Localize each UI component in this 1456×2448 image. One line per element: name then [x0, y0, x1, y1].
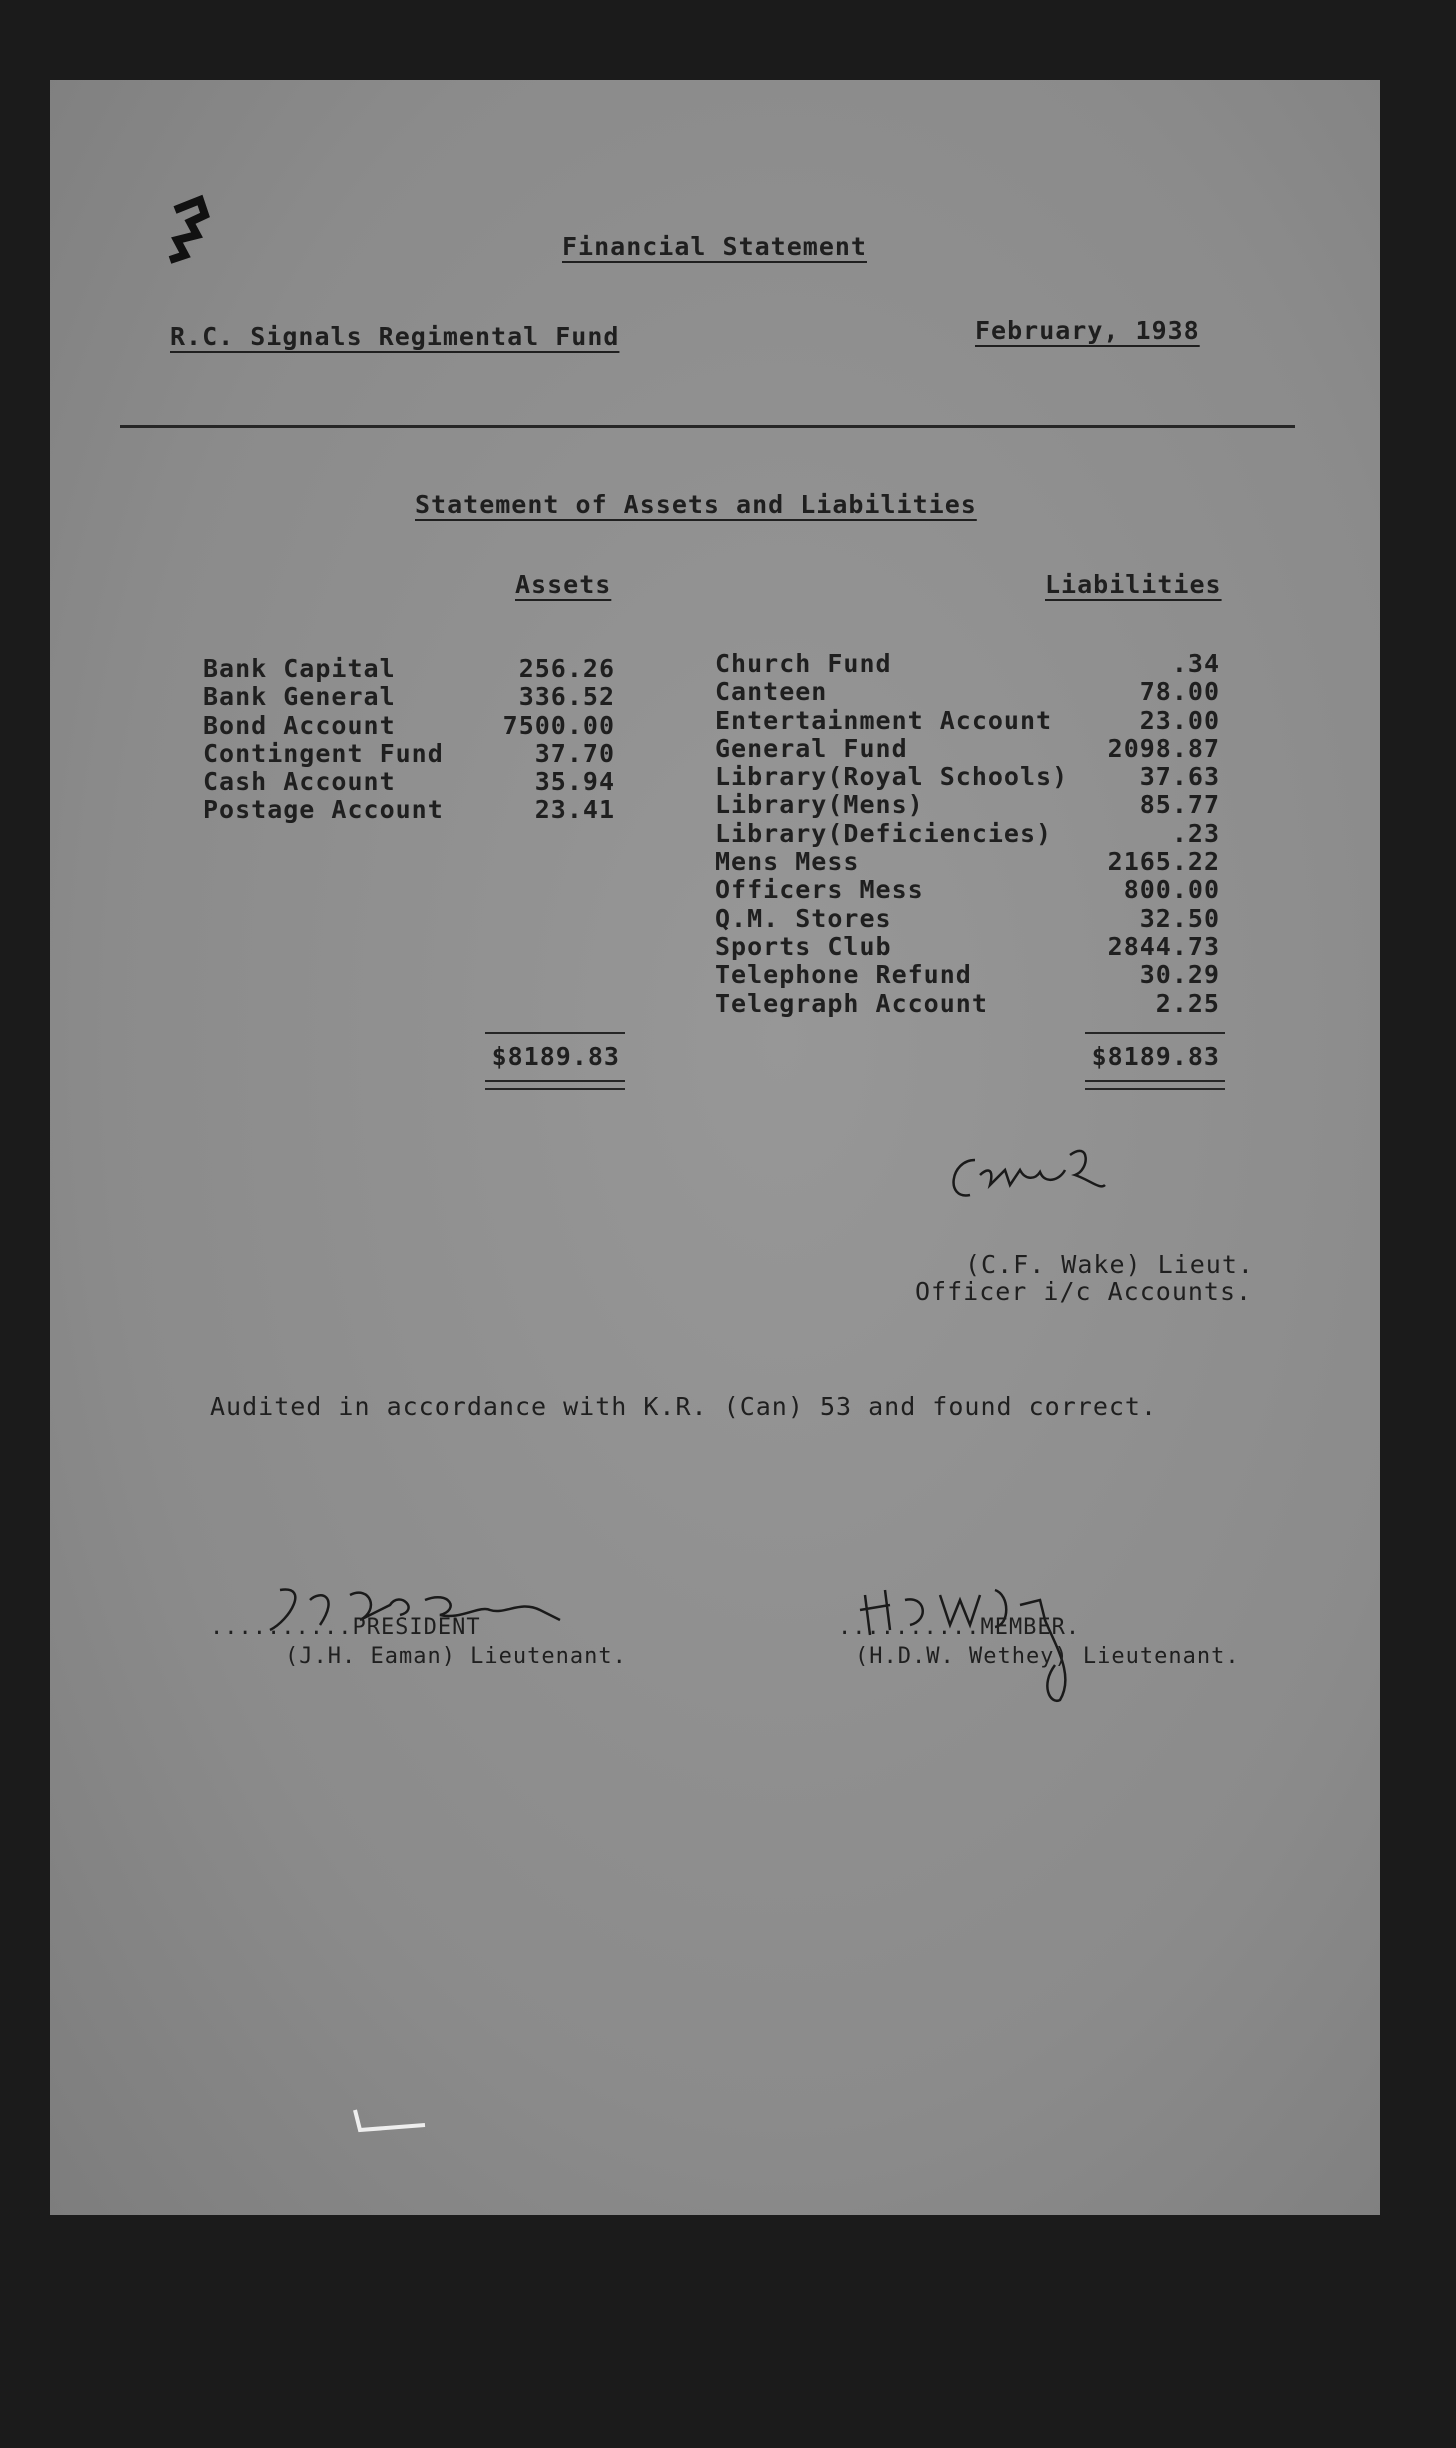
signatory-name: (C.F. Wake) Lieut. [965, 1250, 1254, 1279]
asset-value: 23.41 [534, 795, 615, 825]
liabilities-values [1060, 650, 1220, 1018]
liability-label: Sports Club [715, 931, 892, 961]
liability-label: Library(Mens) [715, 790, 924, 820]
liability-value: 30.29 [1139, 960, 1220, 990]
assets-header: Assets [515, 570, 612, 599]
liability-value: .23 [1171, 818, 1220, 848]
assets-total-rule-top [485, 1032, 625, 1034]
asset-value: 256.26 [518, 654, 615, 683]
statement-date: February, 1938 [975, 316, 1200, 345]
liability-label: Entertainment Account [715, 705, 1053, 735]
liability-label: Mens Mess [715, 847, 860, 877]
asset-label: Bank General [203, 682, 396, 712]
asset-value: 37.70 [534, 738, 615, 768]
liability-label: Library(Royal Schools) [715, 762, 1069, 792]
liabilities-total-rule-bottom-1 [1085, 1080, 1225, 1082]
assets-values [460, 655, 615, 825]
asset-label: Bank Capital [203, 654, 396, 683]
liability-value: 78.00 [1139, 677, 1220, 707]
president-name: (J.H. Eaman) Lieutenant. [285, 1644, 627, 1669]
assets-total-rule-bottom-2 [485, 1088, 625, 1090]
liability-value: 23.00 [1139, 705, 1220, 735]
asset-label: Postage Account [203, 795, 444, 825]
pencil-mark [345, 2100, 495, 2150]
section-subheading: Statement of Assets and Liabilities [415, 490, 977, 519]
liability-value: 37.63 [1139, 762, 1220, 792]
wake-signature [940, 1130, 1140, 1220]
liability-value: 85.77 [1139, 790, 1220, 820]
liability-label: Officers Mess [715, 875, 924, 905]
liability-value: 32.50 [1139, 903, 1220, 933]
liability-label: Q.M. Stores [715, 903, 892, 933]
liability-value: 2098.87 [1107, 733, 1220, 763]
liabilities-total: $8189.83 [1091, 1042, 1220, 1071]
liabilities-labels [715, 650, 1068, 1018]
document-page [50, 80, 1380, 2215]
audit-statement: Audited in accordance with K.R. (Can) 53 and found correct. [210, 1392, 1158, 1421]
assets-total-rule-bottom-1 [485, 1080, 625, 1082]
asset-label: Contingent Fund [203, 738, 444, 768]
signatory-title: Officer i/c Accounts. [915, 1277, 1253, 1306]
liability-label: Library(Deficiencies) [715, 818, 1053, 848]
liability-label: Telephone Refund [715, 960, 972, 990]
liability-label: Canteen [715, 677, 828, 707]
liability-label: General Fund [715, 733, 908, 763]
fund-name: R.C. Signals Regimental Fund [170, 322, 620, 351]
assets-total: $8189.83 [491, 1042, 620, 1071]
member-role: ..........MEMBER. [838, 1615, 1081, 1640]
liability-value: 800.00 [1123, 875, 1220, 905]
liability-value: 2844.73 [1107, 931, 1220, 961]
asset-label: Cash Account [203, 767, 396, 797]
liabilities-header: Liabilities [1045, 570, 1222, 599]
assets-labels [203, 655, 444, 825]
header-rule [120, 425, 1295, 428]
corner-mark [155, 160, 215, 280]
liability-value: .34 [1171, 649, 1220, 678]
asset-value: 7500.00 [502, 710, 615, 740]
asset-label: Bond Account [203, 710, 396, 740]
liabilities-total-rule-bottom-2 [1085, 1088, 1225, 1090]
liability-label: Church Fund [715, 649, 892, 678]
president-role: ..........PRESIDENT [210, 1615, 481, 1640]
asset-value: 336.52 [518, 682, 615, 712]
liabilities-total-rule-top [1085, 1032, 1225, 1034]
document-heading: Financial Statement [562, 232, 867, 261]
liability-value: 2.25 [1155, 988, 1220, 1018]
liability-value: 2165.22 [1107, 847, 1220, 877]
asset-value: 35.94 [534, 767, 615, 797]
liability-label: Telegraph Account [715, 988, 988, 1018]
member-name: (H.D.W. Wethey) Lieutenant. [855, 1644, 1240, 1669]
